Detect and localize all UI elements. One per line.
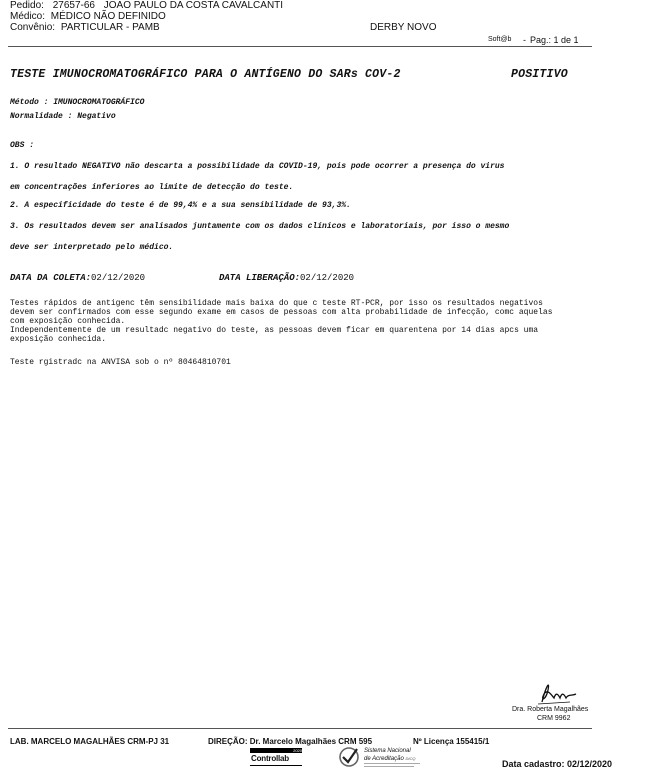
controllab-name: Controllab (251, 754, 289, 763)
anvisa-registration: Teste rgistradc na ANVISA sob o nº 80464810701 (10, 358, 231, 367)
method-line: Método : IMUNOCROMATOGRÁFICO (10, 98, 145, 107)
liberacao-label: DATA LIBERAÇÃO: (219, 273, 301, 283)
obs-3b: deve ser interpretado pelo médico. (10, 243, 174, 252)
controllab-logo (250, 748, 302, 768)
footer-direcao: DIREÇÃO: Dr. Marcelo Magalhães CRM 595 (208, 737, 373, 746)
convenio-label: Convênio: (10, 22, 56, 33)
sna-dicq: DICQ (405, 756, 416, 761)
obs-3a: 3. Os resultados devem ser analisados juntamente com os dados clínicos e laboratoriais, por isso o mesmo (10, 222, 510, 231)
note-line-5: exposição conhecida. (10, 335, 107, 344)
coleta-value: 02/12/2020 (91, 273, 146, 283)
unit-name: DERBY NOVO (370, 22, 437, 33)
obs-1a: 1. O resultado NEGATIVO não descarta a possibilidade da COVID-19, pois pode ocorrer a presença do virus (10, 162, 505, 171)
pedido-label: Pedido: (10, 0, 44, 11)
liberacao-date (219, 273, 354, 283)
exam-result: POSITIVO (511, 68, 568, 81)
page-label: Pag.: 1 de 1 (530, 35, 579, 45)
software-name: Soft@b (488, 36, 512, 43)
liberacao-value: 02/12/2020 (300, 273, 355, 283)
page-indicator: - Pag.: 1 de 1 (523, 35, 579, 45)
normal-line: Normalidade : Negativo (10, 112, 116, 121)
convenio-line (10, 22, 160, 34)
medico-label: Médico: (10, 11, 46, 22)
footer-rule (8, 728, 592, 729)
sna-line-2: de Acreditação DICQ (364, 756, 416, 762)
convenio-value: PARTICULAR - PAMB (60, 22, 160, 33)
sna-line-1: Sistema Nacional (364, 748, 411, 754)
signature-name: Dra. Roberta Magalhães (512, 706, 589, 713)
coleta-date (10, 273, 145, 283)
note-line-1: Testes rápidos de antigenc têm sensibilidade mais baixa do que c teste RT-PCR, por isso os resultados negativos (10, 299, 543, 308)
obs-1b: em concentrações inferiores ao limite de detecção do teste. (10, 183, 294, 192)
footer-licenca: Nº Licença 155415/1 (413, 737, 490, 746)
coleta-label: DATA DA COLETA: (10, 273, 92, 283)
signature-mark (532, 676, 580, 708)
data-cadastro: Data cadastro: 02/12/2020 (502, 759, 613, 769)
obs-label: OBS : (10, 141, 35, 150)
note-line-2: devem ser confirmados com esse segundo exame em casos de pessoas com alta probabilidade de infecção, comc aquelas (10, 308, 553, 317)
footer-lab: LAB. MARCELO MAGALHÃES CRM-PJ 31 (10, 737, 170, 746)
dicq-check-icon (337, 745, 361, 769)
pedido-value: 27657-66 (52, 0, 95, 11)
note-line-3: com exposição conhecida. (10, 317, 126, 326)
controllab-year: 2020 (250, 748, 302, 753)
note-line-4: Independentemente de um resultadc negativo do teste, as pessoas devem ficar em quarentena por 14 dias apcs uma (10, 326, 539, 335)
header-rule (8, 46, 592, 47)
medico-value: MÉDICO NÃO DEFINIDO (50, 11, 166, 22)
signature-crm: CRM 9962 (537, 715, 571, 722)
patient-name: JOAO PAULO DA COSTA CAVALCANTI (103, 0, 284, 11)
exam-title: TESTE IMUNOCROMATOGRÁFICO PARA O ANTÍGENO DO SARs COV-2 (10, 68, 401, 81)
obs-2: 2. A especificidade do teste é de 99,4% e a sua sensibilidade de 93,3%. (10, 201, 351, 210)
